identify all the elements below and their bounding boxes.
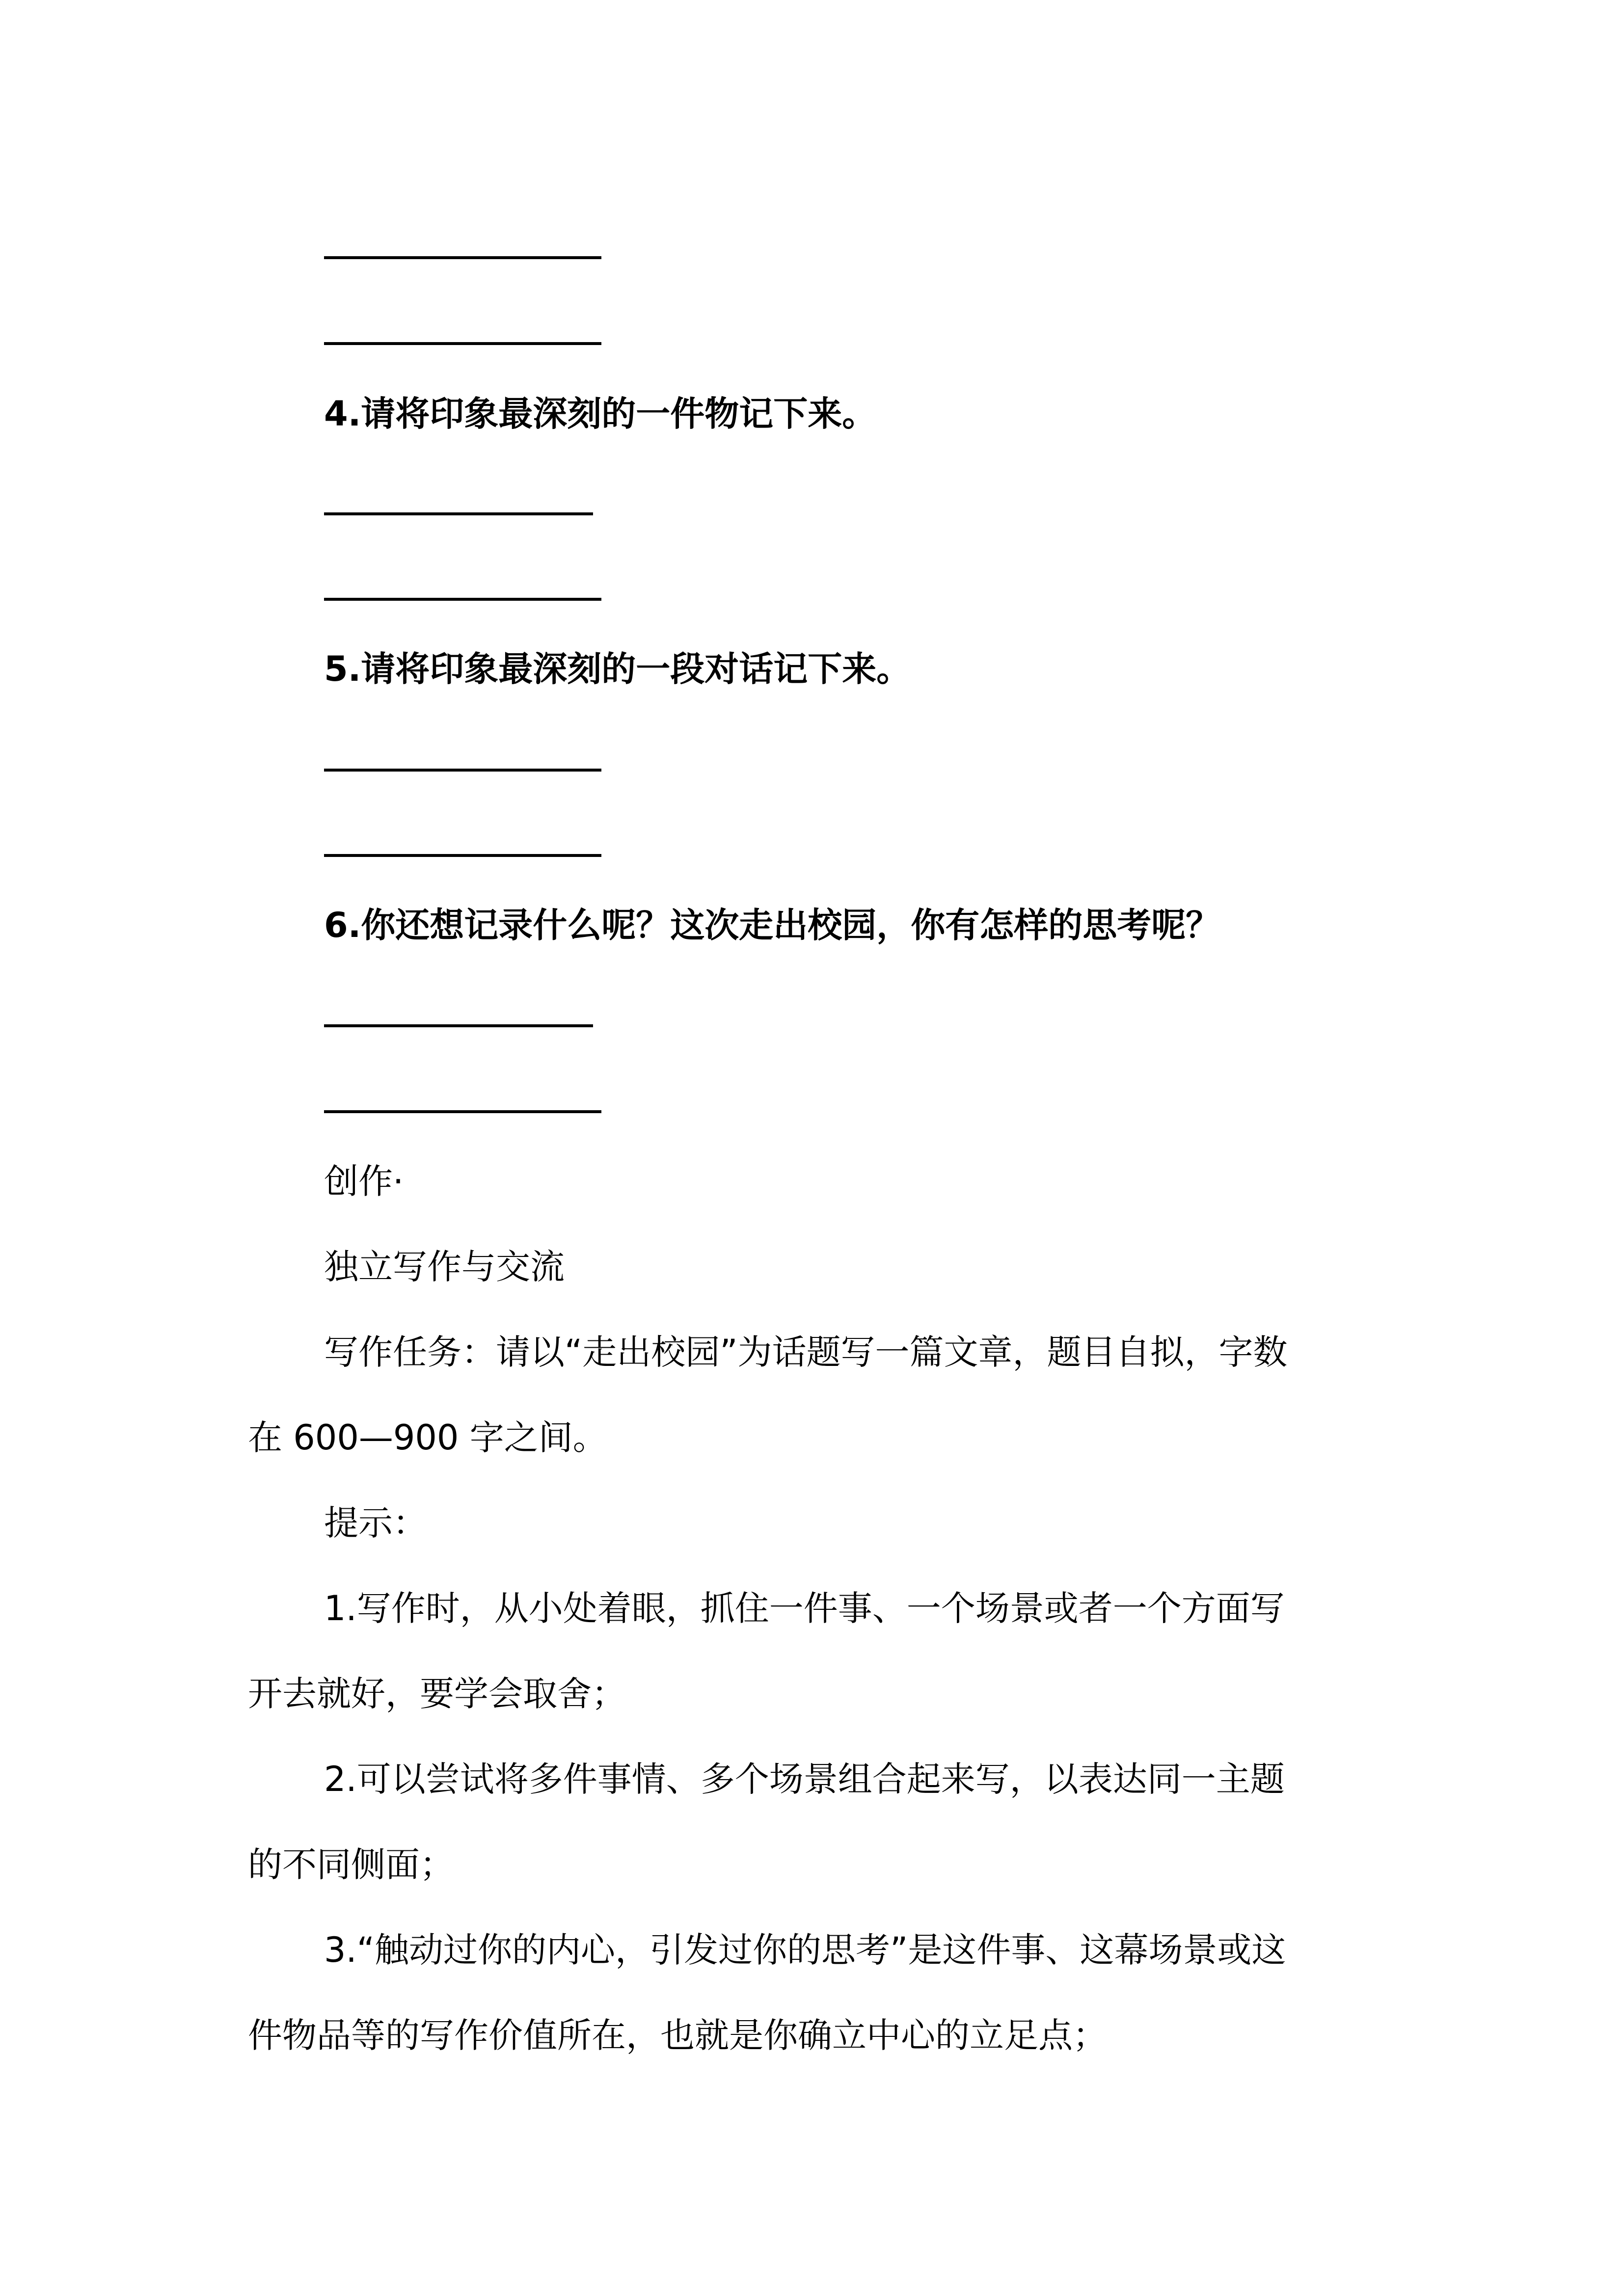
answer-line-5 bbox=[324, 769, 601, 772]
task-line-2: 在 600—900 字之间。 bbox=[248, 1417, 607, 1458]
answer-line-2 bbox=[324, 342, 601, 345]
answer-line-8 bbox=[324, 1110, 601, 1113]
question-4: 4.请将印象最深刻的一件物记下来。 bbox=[324, 394, 877, 434]
answer-line-4 bbox=[324, 598, 601, 601]
answer-line-3 bbox=[324, 512, 593, 515]
hint-1-line-2: 开去就好，要学会取舍； bbox=[248, 1674, 626, 1714]
answer-line-1 bbox=[324, 256, 601, 259]
section-subheading: 独立写作与交流 bbox=[324, 1247, 565, 1287]
hint-1-line-1: 1.写作时，从小处着眼，抓住一件事、一个场景或者一个方面写 bbox=[324, 1588, 1285, 1629]
hint-3-line-1: 3.“触动过你的内心，引发过你的思考”是这件事、这幕场景或这 bbox=[324, 1930, 1286, 1970]
hint-2-line-2: 的不同侧面； bbox=[248, 1844, 454, 1885]
hints-label: 提示： bbox=[324, 1503, 427, 1543]
answer-line-7 bbox=[324, 1024, 593, 1027]
section-heading: 创作· bbox=[324, 1161, 404, 1201]
question-6: 6.你还想记录什么呢？这次走出校园，你有怎样的思考呢？ bbox=[324, 905, 1220, 945]
answer-line-6 bbox=[324, 854, 601, 857]
hint-3-line-2: 件物品等的写作价值所在，也就是你确立中心的立足点； bbox=[248, 2015, 1107, 2056]
question-5: 5.请将印象最深刻的一段对话记下来。 bbox=[324, 649, 911, 689]
hint-2-line-1: 2.可以尝试将多件事情、多个场景组合起来写，以表达同一主题 bbox=[324, 1759, 1285, 1799]
task-line-1: 写作任务：请以“走出校园”为话题写一篇文章，题目自拟，字数 bbox=[324, 1332, 1288, 1372]
